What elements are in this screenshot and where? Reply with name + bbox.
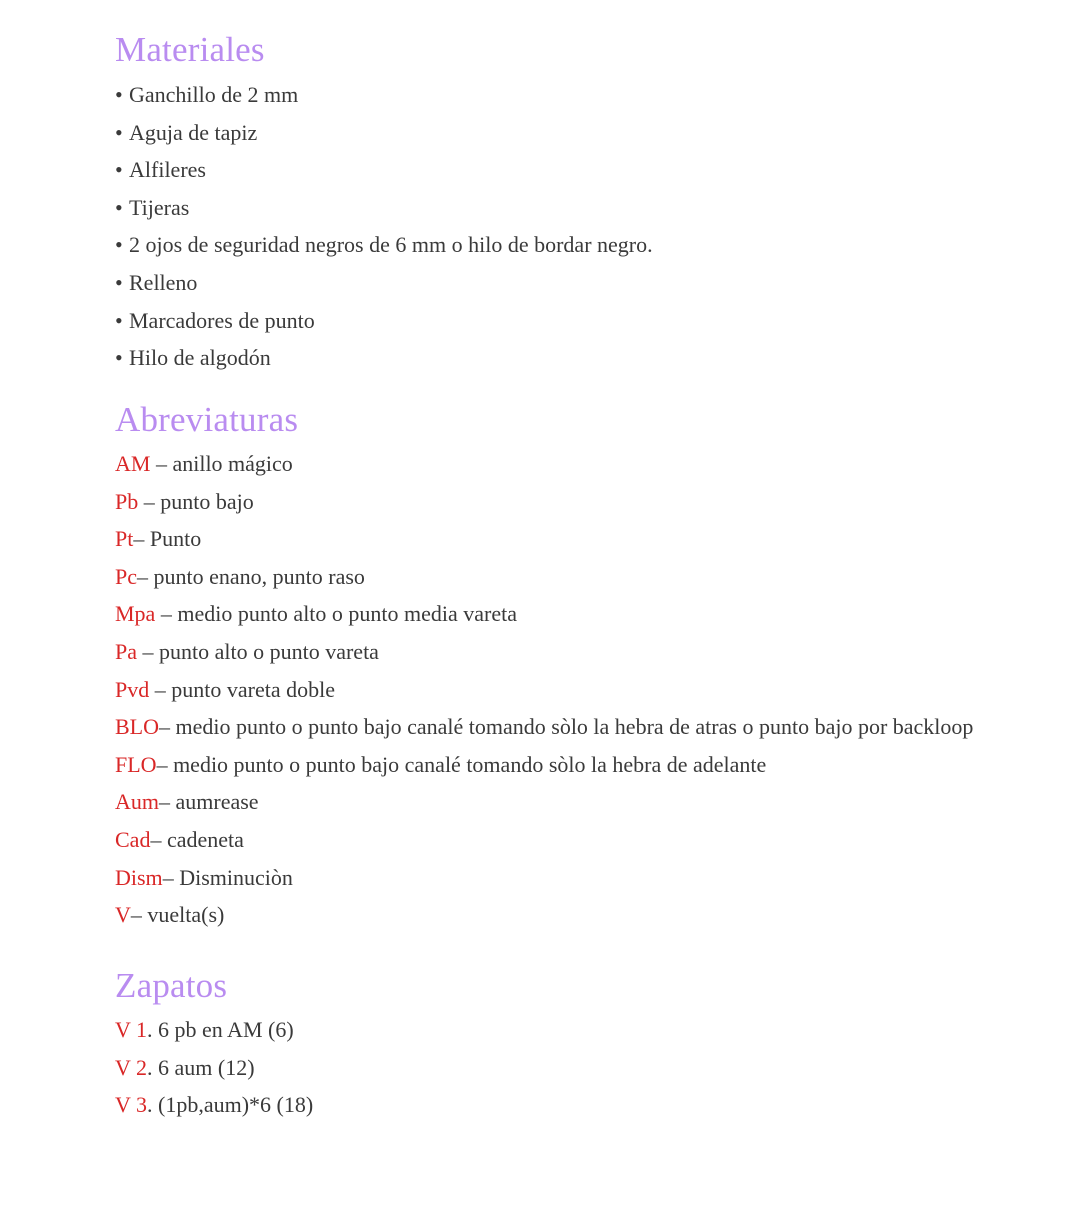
- abbreviation-item: Cad– cadeneta: [115, 826, 244, 852]
- bullet-icon: •: [115, 307, 123, 333]
- abbreviation-item: V– vuelta(s): [115, 902, 225, 928]
- section-title-zapatos: Zapatos: [115, 966, 228, 1005]
- round-instruction: . (1pb,aum)*6 (18): [147, 1092, 314, 1118]
- abbreviation-meaning: punto vareta doble: [171, 676, 335, 702]
- abbreviation-code: Pb: [115, 488, 139, 514]
- abbreviation-meaning: anillo mágico: [172, 451, 293, 476]
- abbreviation-code: Cad: [115, 826, 151, 852]
- abbreviation-item: BLO– medio punto o punto bajo canalé tomando sòlo la hebra de atras o punto bajo por backloop: [115, 714, 974, 740]
- zapatos-rounds: [115, 1011, 313, 1124]
- abbreviation-item: Pvd – punto vareta doble: [115, 676, 335, 702]
- abbreviation-meaning: punto alto o punto vareta: [159, 638, 379, 664]
- bullet-icon: •: [115, 269, 123, 295]
- abbreviation-meaning: medio punto o punto bajo canalé tomando sòlo la hebra de atras o punto bajo por backloop: [175, 714, 974, 740]
- bullet-icon: •: [115, 157, 123, 183]
- round-item: [115, 1011, 313, 1049]
- abbreviation-meaning: aumrease: [175, 789, 259, 815]
- round-item: [115, 1086, 313, 1124]
- abbreviation-meaning: vuelta(s): [147, 902, 225, 928]
- list-item: • Relleno: [115, 264, 653, 302]
- section-title-materiales: Materiales: [115, 30, 265, 69]
- abbreviation-code: Pc: [115, 563, 137, 589]
- list-item: • Alfileres: [115, 151, 653, 189]
- round-label: V 3: [115, 1092, 147, 1118]
- bullet-icon: •: [115, 82, 123, 107]
- bullet-icon: •: [115, 119, 123, 145]
- abbreviation-code: Pvd: [115, 676, 150, 702]
- abbreviation-item: FLO– medio punto o punto bajo canalé tomando sòlo la hebra de adelante: [115, 751, 767, 777]
- section-title-abreviaturas: Abreviaturas: [115, 400, 299, 439]
- abbreviation-item: Pa – punto alto o punto vareta: [115, 638, 379, 664]
- abbreviation-meaning: Punto: [149, 526, 202, 552]
- abbreviation-meaning: punto enano, punto raso: [153, 563, 365, 589]
- abbreviation-code: Mpa: [115, 601, 156, 627]
- abbreviation-item: AM – anillo mágico: [115, 451, 293, 476]
- list-item: • Aguja de tapiz: [115, 114, 653, 152]
- abbreviation-item: Pc– punto enano, punto raso: [115, 563, 365, 589]
- bullet-icon: •: [115, 194, 123, 220]
- bullet-icon: •: [115, 345, 123, 371]
- abbreviation-code: Pt: [115, 526, 134, 552]
- abbreviation-meaning: medio punto alto o punto media vareta: [177, 601, 518, 627]
- list-item: • Tijeras: [115, 189, 653, 227]
- round-label: V 1: [115, 1017, 147, 1042]
- abbreviation-item: Pb – punto bajo: [115, 488, 254, 514]
- round-label: V 2: [115, 1054, 147, 1080]
- materiales-list: [115, 76, 653, 377]
- list-item: • 2 ojos de seguridad negros de 6 mm o hilo de bordar negro.: [115, 226, 653, 264]
- round-instruction: . 6 pb en AM (6): [147, 1017, 294, 1042]
- list-item: • Ganchillo de 2 mm: [115, 76, 653, 114]
- abbreviation-meaning: Disminuciòn: [179, 864, 293, 890]
- abbreviation-code: AM: [115, 451, 151, 476]
- abbreviation-meaning: cadeneta: [166, 826, 244, 852]
- abbreviation-code: Aum: [115, 789, 159, 815]
- abbreviation-meaning: medio punto o punto bajo canalé tomando sòlo la hebra de adelante: [173, 751, 767, 777]
- round-item: [115, 1049, 313, 1087]
- abbreviation-code: V: [115, 902, 131, 928]
- round-instruction: . 6 aum (12): [147, 1054, 255, 1080]
- list-item: • Marcadores de punto: [115, 302, 653, 340]
- abbreviation-code: FLO: [115, 751, 157, 777]
- abreviaturas-list: [115, 445, 973, 934]
- abbreviation-meaning: punto bajo: [160, 488, 254, 514]
- abbreviation-item: Dism– Disminuciòn: [115, 864, 293, 890]
- abbreviation-item: Aum– aumrease: [115, 789, 259, 815]
- list-item: • Hilo de algodón: [115, 339, 653, 377]
- abbreviation-item: Pt– Punto: [115, 526, 202, 552]
- abbreviation-item: Mpa – medio punto alto o punto media vareta: [115, 601, 518, 627]
- abbreviation-code: BLO: [115, 714, 159, 740]
- bullet-icon: •: [115, 232, 123, 258]
- abbreviation-code: Dism: [115, 864, 163, 890]
- abbreviation-code: Pa: [115, 638, 137, 664]
